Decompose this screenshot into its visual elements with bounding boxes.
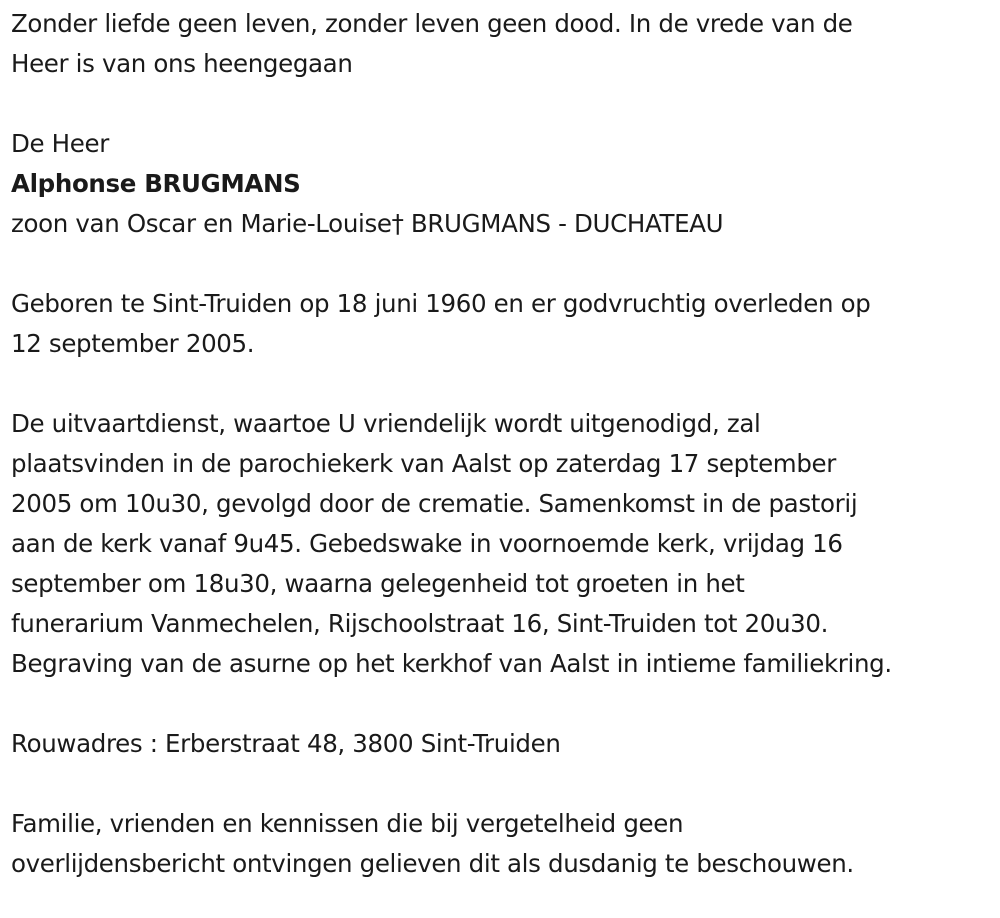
closing-line-1: Familie, vrienden en kennissen die bij vergetelheid geen — [11, 809, 684, 838]
spacer — [11, 244, 990, 284]
birth-line-1: Geboren te Sint-Truiden op 18 juni 1960 en er godvruchtig overleden op — [11, 289, 871, 318]
birth-line-2: 12 september 2005. — [11, 329, 255, 358]
mourning-address: Rouwadres : Erberstraat 48, 3800 Sint-Truiden — [11, 729, 561, 758]
funeral-line: Begraving van de asurne op het kerkhof van Aalst in intieme familiekring. — [11, 649, 892, 678]
spacer — [11, 364, 990, 404]
spacer — [11, 684, 990, 724]
title-honorific: De Heer — [11, 129, 109, 158]
closing-line-2: overlijdensbericht ontvingen gelieven dit als dusdanig te beschouwen. — [11, 849, 854, 878]
funeral-line: plaatsvinden in de parochiekerk van Aalst op zaterdag 17 september — [11, 449, 836, 478]
intro-line-2: Heer is van ons heengegaan — [11, 49, 353, 78]
funeral-line: 2005 om 10u30, gevolgd door de crematie. Samenkomst in de pastorij — [11, 489, 858, 518]
parents-line: zoon van Oscar en Marie-Louise† BRUGMANS - DUCHATEAU — [11, 209, 724, 238]
deceased-name: Alphonse BRUGMANS — [11, 169, 301, 198]
funeral-line: september om 18u30, waarna gelegenheid tot groeten in het — [11, 569, 745, 598]
funeral-line: aan de kerk vanaf 9u45. Gebedswake in voornoemde kerk, vrijdag 16 — [11, 529, 843, 558]
funeral-line: De uitvaartdienst, waartoe U vriendelijk wordt uitgenodigd, zal — [11, 409, 761, 438]
spacer — [11, 84, 990, 124]
spacer — [11, 764, 990, 804]
funeral-line: funerarium Vanmechelen, Rijschoolstraat 16, Sint-Truiden tot 20u30. — [11, 609, 829, 638]
intro-line-1: Zonder liefde geen leven, zonder leven geen dood. In de vrede van de — [11, 9, 853, 38]
